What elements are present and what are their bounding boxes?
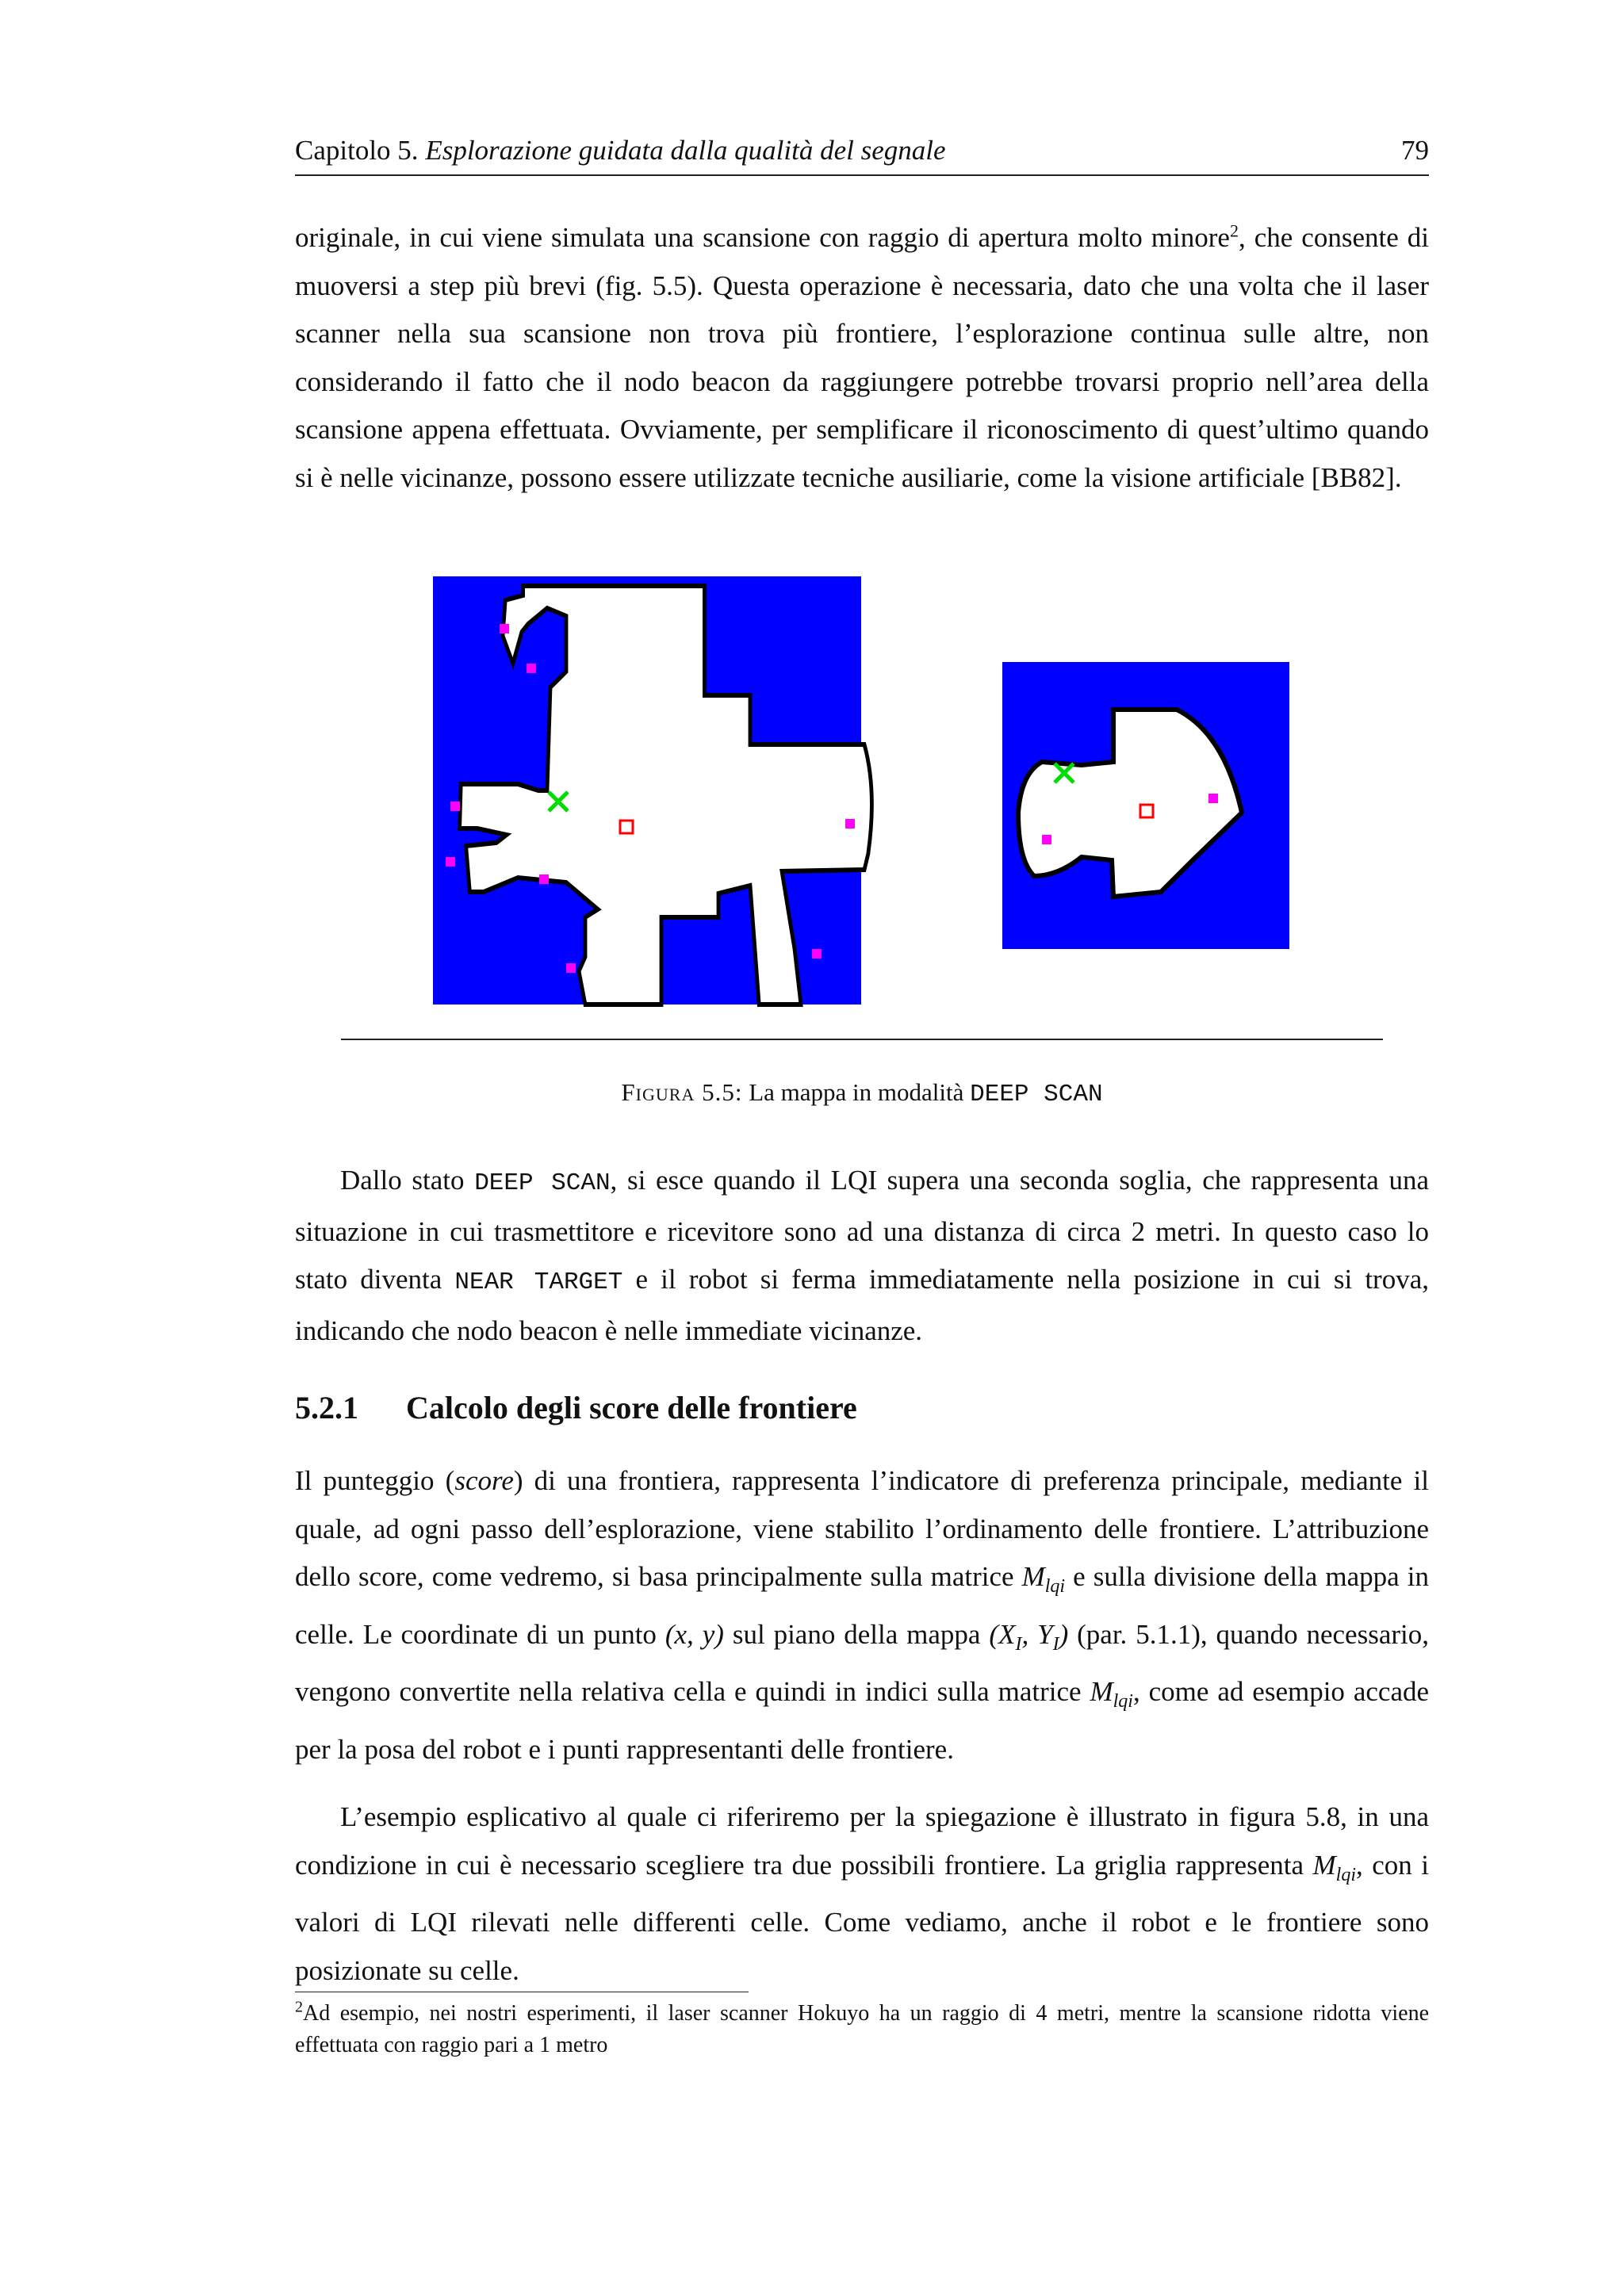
frontier-marker-icon	[1208, 794, 1218, 803]
paragraph-4: L’esempio esplicativo al quale ci riferiremo per la spiegazione è illustrato in figura 5.8, in una condizione in cui è necessario scegliere tra due possibili frontiere. La griglia rappresenta $M_{lqi}$, con i valori di LQI rilevati nelle differenti celle. Come vediamo, anche il robot e le frontiere sono posizionate su celle.	[295, 1801, 1429, 1986]
paragraph-2: Dallo stato DEEP SCAN, si esce quando il LQI supera una seconda soglia, che rappresenta una situazione in cui trasmettitore e ricevitore sono ad una distanza di circa 2 metri. In questo caso lo stato diventa NEAR TARGET e il robot si ferma immediatamente nella posizione in cui si trova, indicando che nodo beacon è nelle immediate vicinanze.	[295, 1165, 1430, 1346]
frontier-marker-icon	[500, 624, 509, 633]
frontier-marker-icon	[527, 664, 536, 673]
running-header	[295, 135, 1429, 176]
frontier-marker-icon	[1042, 835, 1051, 844]
footnote-mark: 2	[1229, 220, 1239, 241]
free-space-right	[755, 752, 858, 855]
map-full-view	[433, 576, 871, 1004]
frontier-marker-icon	[812, 949, 822, 959]
frontier-marker-icon	[845, 819, 855, 828]
figure-divider	[341, 1039, 1383, 1040]
figure-5-5	[295, 576, 1429, 1052]
footnote: $^2$Ad esempio, nei nostri esperimenti, il laser scanner Hokuyo ha un raggio di 4 metri, mentre la scansione ridotta viene effettuata con raggio pari a 1 metro	[295, 1998, 1429, 2057]
frontier-marker-icon	[446, 857, 455, 867]
frontier-marker-icon	[539, 874, 549, 884]
figure-caption: Figura 5.5: La mappa in modalità DEEP SCAN	[621, 1078, 1103, 1108]
page-number: 79	[1401, 135, 1429, 166]
chapter-heading: Capitolo 5. Esplorazione guidata dalla qualità del segnale	[295, 135, 946, 166]
paragraph-3: Il punteggio (score) di una frontiera, rappresenta l’indicatore di preferenza principale, mediante il quale, ad ogni passo dell’esplorazione, viene stabilito l’ordinamento delle frontiere. L’attribuzione dello score, come vedremo, si basa principalmente sulla matrice $M_{lqi}$ e sulla divisione della mappa in celle. Le coordinate di un punto (x, y) sul piano della mappa ($X_I$, $Y_I$) (par. 5.1.1), quando necessario, vengono convertite nella relativa cella e quindi in indici sulla matrice $M_{lqi}$, come ad esempio accade per la posa del robot e i punti rappresentanti delle frontiere.	[295, 1465, 1430, 1765]
map-figure	[295, 576, 1429, 1052]
map-deep-scan-view	[1002, 662, 1289, 949]
frontier-marker-icon	[566, 963, 576, 973]
frontier-marker-icon	[450, 802, 460, 811]
paragraph-1: originale, in cui viene simulata una scansione con raggio di apertura molto minore$^2$, che consente di muoversi a step più brevi (fig. 5.5). Questa operazione è necessaria, dato che una volta che il laser scanner nella sua scansione non trova più frontiere, l’esplorazione continua sulle altre, non considerando il fatto che il nodo beacon da raggiungere potrebbe trovarsi proprio nell’area della scansione appena effettuata. Ovviamente, per semplificare il riconoscimento di quest’ultimo quando si è nelle vicinanze, possono essere utilizzate tecniche ausiliarie, come la visione artificiale [BB82].	[295, 220, 1429, 493]
section-heading: 5.2.1 Calcolo degli score delle frontiere	[295, 1390, 857, 1425]
